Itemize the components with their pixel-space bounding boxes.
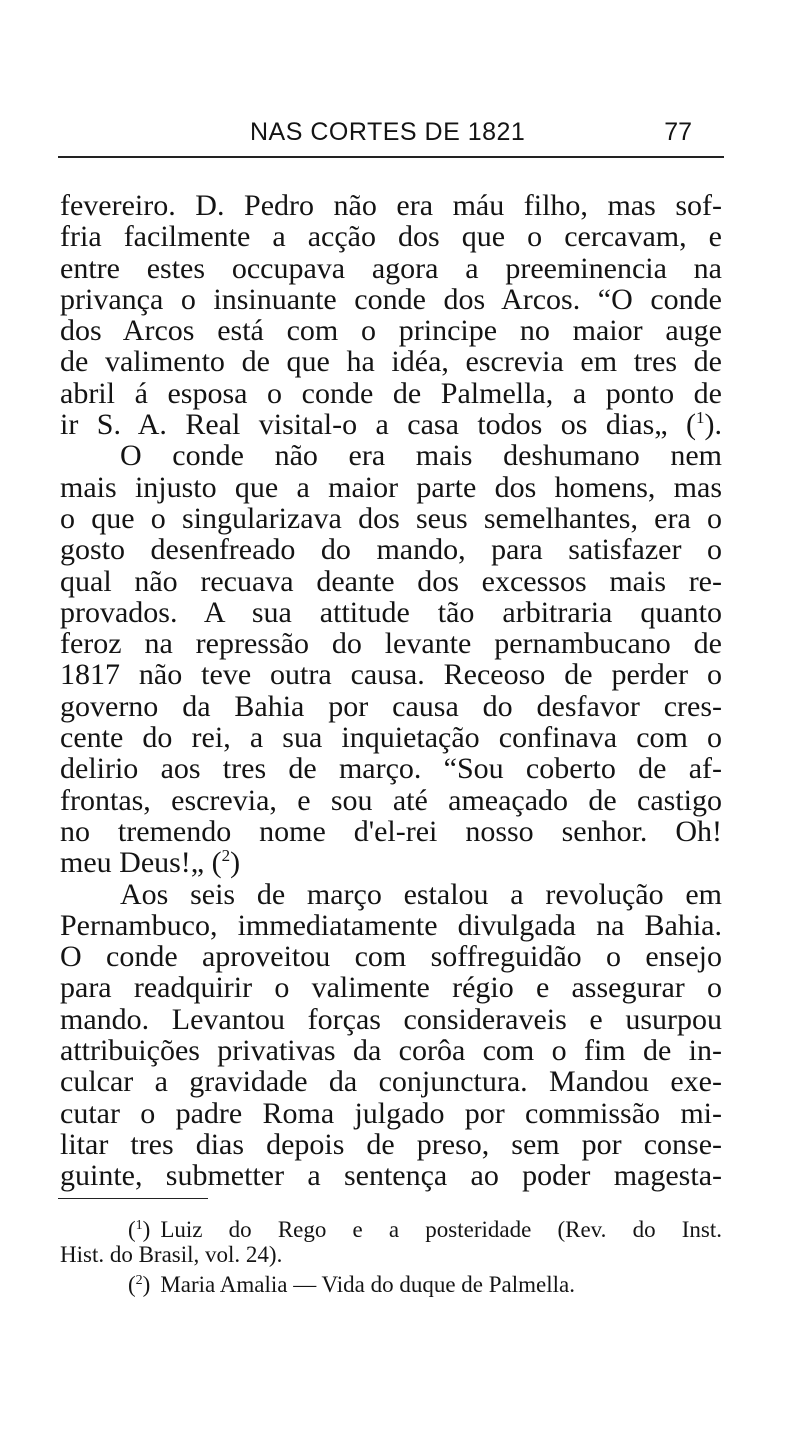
text-line: fevereiro. D. Pedro não era máu filho, mas sof-: [60, 189, 722, 222]
text-line: cutar o padre Roma julgado por commissão mi-: [60, 1096, 722, 1130]
text-line: governo da Bahia por causa do desfavor cres-: [60, 689, 722, 723]
text-line: fria facilmente a acção dos que o cercavam, e: [60, 220, 722, 254]
footnote-text: Maria Amalia — Vida do duque de Palmella.: [160, 1272, 575, 1297]
footnote-marker: ($^2$): [128, 1272, 151, 1297]
text-line: qual não recuava deante dos excessos mais re-: [60, 564, 722, 598]
footnote-2: [60, 1271, 722, 1299]
text-line: culcar a gravidade da conjunctura. Mandou exe-: [60, 1065, 722, 1099]
footnote-marker: ($^1$): [128, 1217, 151, 1242]
text-line: litar tres dias depois de preso, sem por conse-: [60, 1127, 722, 1161]
text-line: guinte, submetter a sentença ao poder magesta-: [60, 1159, 722, 1193]
text-line: delirio aos tres de março. “Sou coberto de af-: [60, 752, 722, 786]
text-line: cente do rei, a sua inquietação confinava com o: [60, 721, 722, 755]
text-line: privança o insinuante conde dos Arcos. “O conde: [60, 282, 722, 316]
running-head-title: NAS CORTES DE 1821: [250, 118, 526, 146]
text-line: de valimento de que ha idéa, escrevia em tres de: [60, 345, 722, 379]
footnotes: [60, 1216, 722, 1299]
text-line-with-note: meu Deus!„ ($^2$): [60, 846, 241, 880]
header-rule: [58, 156, 724, 158]
text-line: feroz na repressão do levante pernambucano de: [60, 627, 722, 661]
text-line: O conde aproveitou com soffreguidão o ensejo: [60, 940, 722, 974]
text-line: provados. A sua attitude tão arbitraria quanto: [60, 595, 722, 629]
text-line: gosto desenfreado do mando, para satisfazer o: [60, 533, 722, 567]
text-line: mando. Levantou forças consideraveis e usurpou: [60, 1002, 722, 1036]
footnote-1: [60, 1216, 722, 1244]
text-line: Aos seis de março estalou a revolução em: [120, 877, 722, 911]
running-head: [60, 118, 722, 152]
text-line: O conde não era mais deshumano nem: [120, 439, 722, 473]
text-line-with-note: ir S. A. Real visital-o a casa todos os dias„ ($^1$).: [60, 408, 722, 442]
text-fragment: ir S. A. Real visital-o a casa todos os dias„: [60, 408, 668, 442]
text-line: 1817 não teve outra causa. Receoso de perder o: [60, 658, 722, 692]
body-text: [60, 190, 722, 1192]
text-line: abril á esposa o conde de Palmella, a ponto de: [60, 376, 722, 410]
footnote-text: Luiz do Rego e a posteridade (Rev. do Inst.: [160, 1217, 722, 1242]
text-line: o que o singularizava dos seus semelhantes, era o: [60, 501, 722, 535]
text-line: mais injusto que a maior parte dos homens, mas: [60, 470, 722, 504]
footnote-ref: 1: [696, 408, 705, 428]
text-line: Pernambuco, immediatamente divulgada na Bahia.: [60, 908, 722, 942]
text-line: dos Arcos está com o principe no maior auge: [60, 314, 722, 348]
page-number: 77: [664, 118, 692, 146]
text-line: attribuições privativas da corôa com o fim de in-: [60, 1034, 722, 1068]
footnote-ref: 2: [221, 846, 231, 866]
footnote-1-continuation: Hist. do Brasil, vol. 24).: [60, 1242, 283, 1267]
text-line: entre estes occupava agora a preeminencia na: [60, 251, 722, 285]
text-fragment: meu Deus!„: [60, 846, 205, 880]
text-line: para readquirir o valimente régio e assegurar o: [60, 971, 722, 1005]
text-line: no tremendo nome d'el-rei nosso senhor. Oh!: [60, 814, 722, 848]
text-line: frontas, escrevia, e sou até ameaçado de castigo: [60, 783, 722, 817]
footnote-rule: [58, 1198, 208, 1199]
